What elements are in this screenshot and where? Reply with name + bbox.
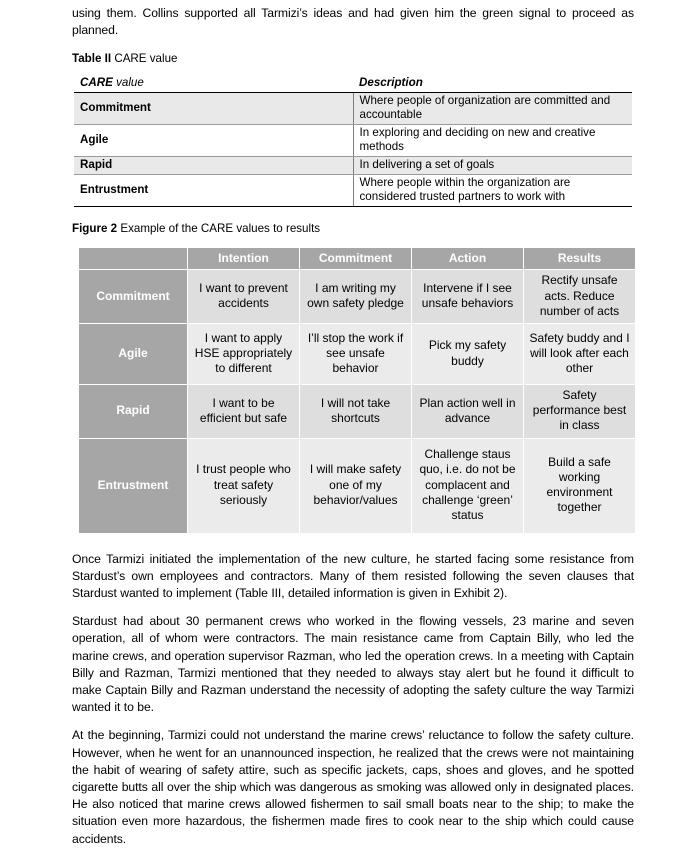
matrix-cell: I want to be efficient but safe [188, 385, 299, 438]
matrix-cell: Rectify unsafe acts. Reduce number of acts [524, 270, 635, 323]
matrix-row-header-entrustment: Entrustment [79, 439, 187, 533]
table-row [74, 93, 632, 125]
care-row-description: In exploring and deciding on new and creative methods [353, 125, 632, 157]
care-header-value-bold: CARE [80, 76, 113, 90]
matrix-cell: Challenge staus quo, i.e. do not be complacent and challenge ‘green’ status [412, 439, 523, 533]
matrix-cell: I will make safety one of my behavior/values [300, 439, 411, 533]
intro-paragraph: using them. Collins supported all Tarmizi’s ideas and had given him the green signal to proceed as planned. [72, 6, 634, 38]
care-table-body [74, 93, 632, 207]
matrix-header-row [79, 248, 635, 269]
figure2-caption [72, 221, 634, 236]
matrix-cell: Intervene if I see unsafe behaviors [412, 270, 523, 323]
matrix-cell: I will not take shortcuts [300, 385, 411, 438]
paragraph-inspection: At the beginning, Tarmizi could not understand the marine crews’ reluctance to follow the safety culture. However, when he went for an unannounced inspection, he realized that the crews were not maintaining the habit of wearing of safety attire, such as specific jackets, caps, shoes and gloves, and he spotted cigarette butts all over the ship which was dangerous as smoking was allowed only in designated places. He also noticed that marine crews allowed fishermen to sail small boats near to the ship; to make the situation even more hazardous, the fishermen made fires to cook near to the ship which could cause accidents. [72, 728, 634, 846]
matrix-cell: I want to apply HSE appropriately to different [188, 324, 299, 384]
care-values-matrix [78, 247, 636, 533]
table-row [74, 125, 632, 157]
table2-caption-text: CARE value [114, 52, 178, 66]
matrix-cell: I trust people who treat safety seriously [188, 439, 299, 533]
table-row [79, 439, 635, 533]
matrix-row-header-commitment: Commitment [79, 270, 187, 323]
matrix-body [79, 270, 635, 532]
table2-caption-label: Table II [72, 52, 112, 66]
care-table-header-row [74, 75, 632, 93]
care-row-description: Where people within the organization are considered trusted partners to work with [353, 175, 632, 207]
care-row-value: Entrustment [74, 175, 353, 207]
table-row [79, 324, 635, 384]
table-row [74, 175, 632, 207]
matrix-cell: Plan action well in advance [412, 385, 523, 438]
table-row [74, 157, 632, 175]
matrix-row-header-rapid: Rapid [79, 385, 187, 438]
matrix-corner-cell [79, 248, 187, 269]
matrix-row-header-agile: Agile [79, 324, 187, 384]
matrix-column-header-action: Action [412, 248, 523, 269]
care-row-description: In delivering a set of goals [353, 157, 632, 175]
matrix-cell: I want to prevent accidents [188, 270, 299, 323]
matrix-cell: Safety buddy and I will look after each other [524, 324, 635, 384]
care-header-description: Description [353, 75, 632, 93]
table-row [79, 385, 635, 438]
care-row-value: Rapid [74, 157, 353, 175]
matrix-column-header-commitment: Commitment [300, 248, 411, 269]
care-value-table [74, 75, 632, 207]
care-row-value: Agile [74, 125, 353, 157]
care-header-value-regular: value [112, 76, 144, 90]
care-row-description: Where people of organization are committed and accountable [353, 93, 632, 125]
matrix-column-header-results: Results [524, 248, 635, 269]
page-content [72, 0, 634, 859]
matrix-cell: I am writing my own safety pledge [300, 270, 411, 323]
matrix-cell: Pick my safety buddy [412, 324, 523, 384]
paragraph-crews: Stardust had about 30 permanent crews who worked in the flowing vessels, 23 marine and seven operation, all of whom were contractors. The main resistance came from Captain Billy, who led the marine crews, and operation supervisor Razman, who led the operation crews. In a meeting with Captain Billy and Razman, Tarmizi mentioned that they needed to always stay alert but he found it difficult to make Captain Billy and Razman understand the necessity of adopting the safety culture the way Tarmizi wanted it to be. [72, 614, 634, 715]
matrix-head [79, 248, 635, 269]
matrix-cell: Safety performance best in class [524, 385, 635, 438]
paragraph-resistance: Once Tarmizi initiated the implementation of the new culture, he started facing some resistance from Stardust’s own employees and contractors. Many of them resisted following the seven clauses that Stardust wanted to implement (Table III, detailed information is given in Exhibit 2). [72, 551, 634, 601]
table-row [79, 270, 635, 323]
matrix-column-header-intention: Intention [188, 248, 299, 269]
figure2-caption-label: Figure 2 [72, 222, 118, 236]
matrix-cell: Build a safe working environment together [524, 439, 635, 533]
care-table-head [74, 75, 632, 93]
care-row-value: Commitment [74, 93, 353, 125]
matrix-cell: I’ll stop the work if see unsafe behavior [300, 324, 411, 384]
figure2-caption-text: Example of the CARE values to results [120, 222, 321, 236]
table2-caption [72, 51, 634, 66]
care-header-value [74, 75, 353, 93]
